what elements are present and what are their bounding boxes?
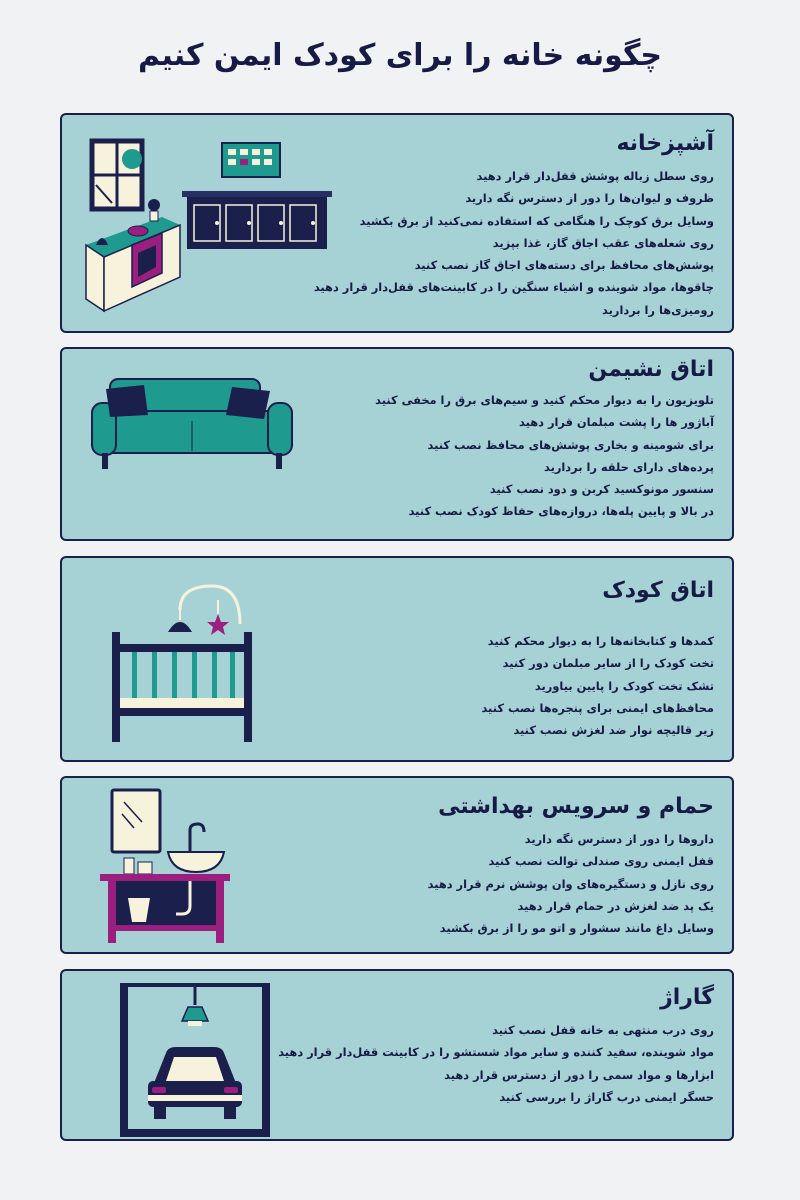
list-item: مواد شوینده، سفید کننده و سایر مواد شستشو را در کابینت قفل‌دار قرار دهید [278,1045,714,1060]
section-title: اتاق کودک [602,578,714,603]
section-garage [60,969,734,1141]
list-item: تخت کودک را از سایر مبلمان دور کنید [502,656,714,671]
list-item: روی سطل زباله پوشش قفل‌دار قرار دهید [476,169,714,183]
kitchen-illustration [72,135,342,325]
list-item: آباژور ها را پشت مبلمان قرار دهید [519,415,714,430]
garage-car-illustration [72,983,272,1141]
list-item: در بالا و پایین پله‌ها، دروازه‌های حفاظ کودک نصب کنید [408,504,714,519]
list-item: پرده‌های دارای حلقه را بردارید [543,459,714,474]
sofa-illustration [72,373,312,483]
list-item: روی شعله‌های عقب اجاق گاز، غذا بپزید [492,235,714,250]
list-item: چاقوها، مواد شوینده و اشیاء سنگین را در کابینت‌های قفل‌دار قرار دهید [313,280,714,295]
list-item: تشک تخت کودک را پایین بیاورید [534,678,714,693]
list-item: روی نازل و دستگیره‌های وان پوشش نرم قرار دهید [427,876,714,891]
list-item: ظروف و لیوان‌ها را دور از دسترس نگه دارید [465,191,714,206]
section-title: آشپزخانه [616,131,714,156]
list-item: کمدها و کتابخانه‌ها را به دیوار محکم کنید [487,634,714,648]
list-item: وسایل داغ مانند سشوار و اتو مو را از برق بکشید [439,921,714,936]
list-item: وسایل برق کوچک را هنگامی که استفاده نمی‌کنید از برق بکشید [359,213,714,228]
list-item: قفل ایمنی روی صندلی توالت نصب کنید [488,854,714,869]
list-item: حسگر ایمنی درب گاراژ را بررسی کنید [499,1089,714,1104]
list-item: ابزارها و مواد سمی را دور از دسترس قرار دهید [444,1067,714,1082]
list-item: داروها را دور از دسترس نگه دارید [524,832,714,846]
list-item: محافظ‌های ایمنی برای پنجره‌ها نصب کنید [481,700,714,715]
section-items [314,165,714,321]
section-kitchen [60,113,734,333]
list-item: سنسور مونوکسید کربن و دود نصب کنید [489,482,714,497]
bathroom-sink-illustration [72,786,272,954]
list-item: زیر قالیچه نوار ضد لغزش نصب کنید [513,723,714,738]
section-nursery [60,556,734,762]
section-title: حمام و سرویس بهداشتی [438,794,714,819]
list-item: رومیزی‌ها را بردارید [602,302,714,317]
section-items [428,828,714,939]
section-items [278,1019,714,1108]
section-living-room [60,347,734,541]
section-items [481,630,714,741]
section-title: گاراژ [660,985,714,1010]
section-items [375,389,714,523]
section-title: اتاق نشیمن [588,357,714,382]
list-item: برای شومینه و بخاری پوشش‌های محافظ نصب کنید [427,437,714,452]
list-item: تلویزیون را به دیوار محکم کنید و سیم‌های برق را مخفی کنید [375,393,714,407]
list-item: یک پد ضد لغزش در حمام قرار دهید [517,898,714,913]
list-item: پوشش‌های محافظ برای دسته‌های اجاق گاز نصب کنید [414,258,714,273]
section-bathroom [60,776,734,954]
page-title: چگونه خانه را برای کودک ایمن کنیم [137,38,663,73]
crib-illustration [72,580,272,750]
list-item: روی درب منتهی به خانه قفل نصب کنید [492,1023,714,1037]
